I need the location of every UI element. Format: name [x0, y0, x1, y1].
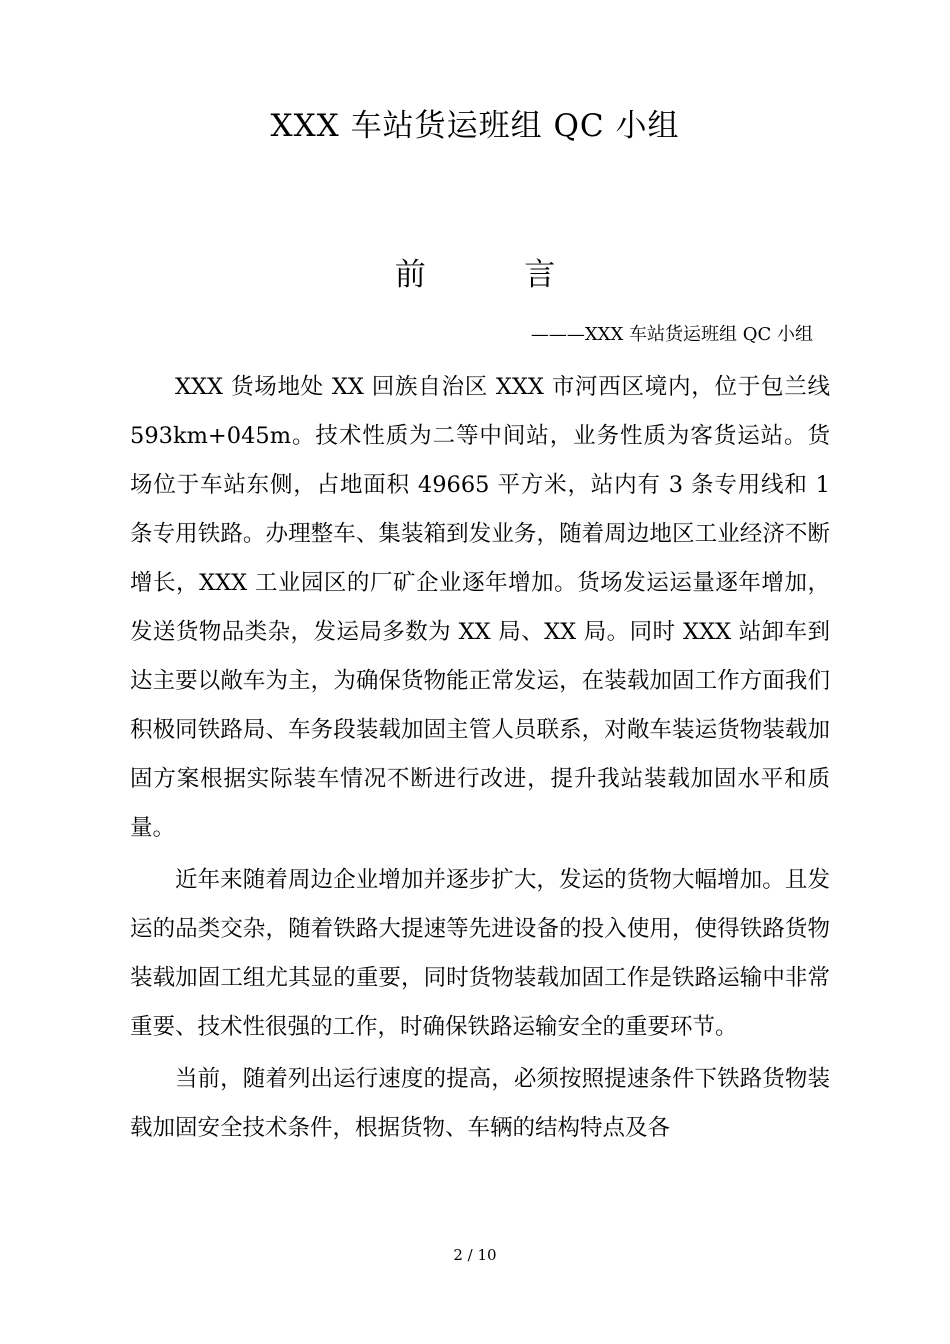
paragraph-1: XXX 货场地处 XX 回族自治区 XXX 市河西区境内，位于包兰线 593km+045m。技术性质为二等中间站，业务性质为客货运站。货场位于车站东侧，占地面积 49665 平方米，站内有 3 条专用线和 1 条专用铁路。办理整车、集装箱到发业务，随着周边地区工业经济不断增长，XXX 工业园区的厂矿企业逐年增加。货场发运运量逐年增加，发送货物品类杂，发运局多数为 XX 局、XX 局。同时 XXX 站卸车到达主要以敞车为主，为确保货物能正常发运，在装载加固工作方面我们积极同铁路局、车务段装载加固主管人员联系，对敞车装运货物装载加固方案根据实际装车情况不断进行改进，提升我站装载加固水平和质量。 [130, 374, 830, 841]
byline: ———XXX 车站货运班组 QC 小组 [530, 324, 813, 345]
document-title: XXX 车站货运班组 QC 小组 [270, 108, 680, 144]
body-text [130, 363, 830, 1156]
paragraph-2: 近年来随着周边企业增加并逐步扩大，发运的货物大幅增加。且发运的品类交杂，随着铁路大提速等先进设备的投入使用，使得铁路货物装载加固工组尤其显的重要，同时货物装载加固工作是铁路运输中非常重要、技术性很强的工作，时确保铁路运输安全的重要环节。 [130, 867, 830, 1040]
section-heading-preface: 前 言 [394, 257, 556, 293]
page-number: 2 / 10 [453, 1246, 497, 1264]
paragraph-3: 当前，随着列出运行速度的提高，必须按照提速条件下铁路货物装载加固安全技术条件，根据货物、车辆的结构特点及各 [130, 1066, 830, 1141]
